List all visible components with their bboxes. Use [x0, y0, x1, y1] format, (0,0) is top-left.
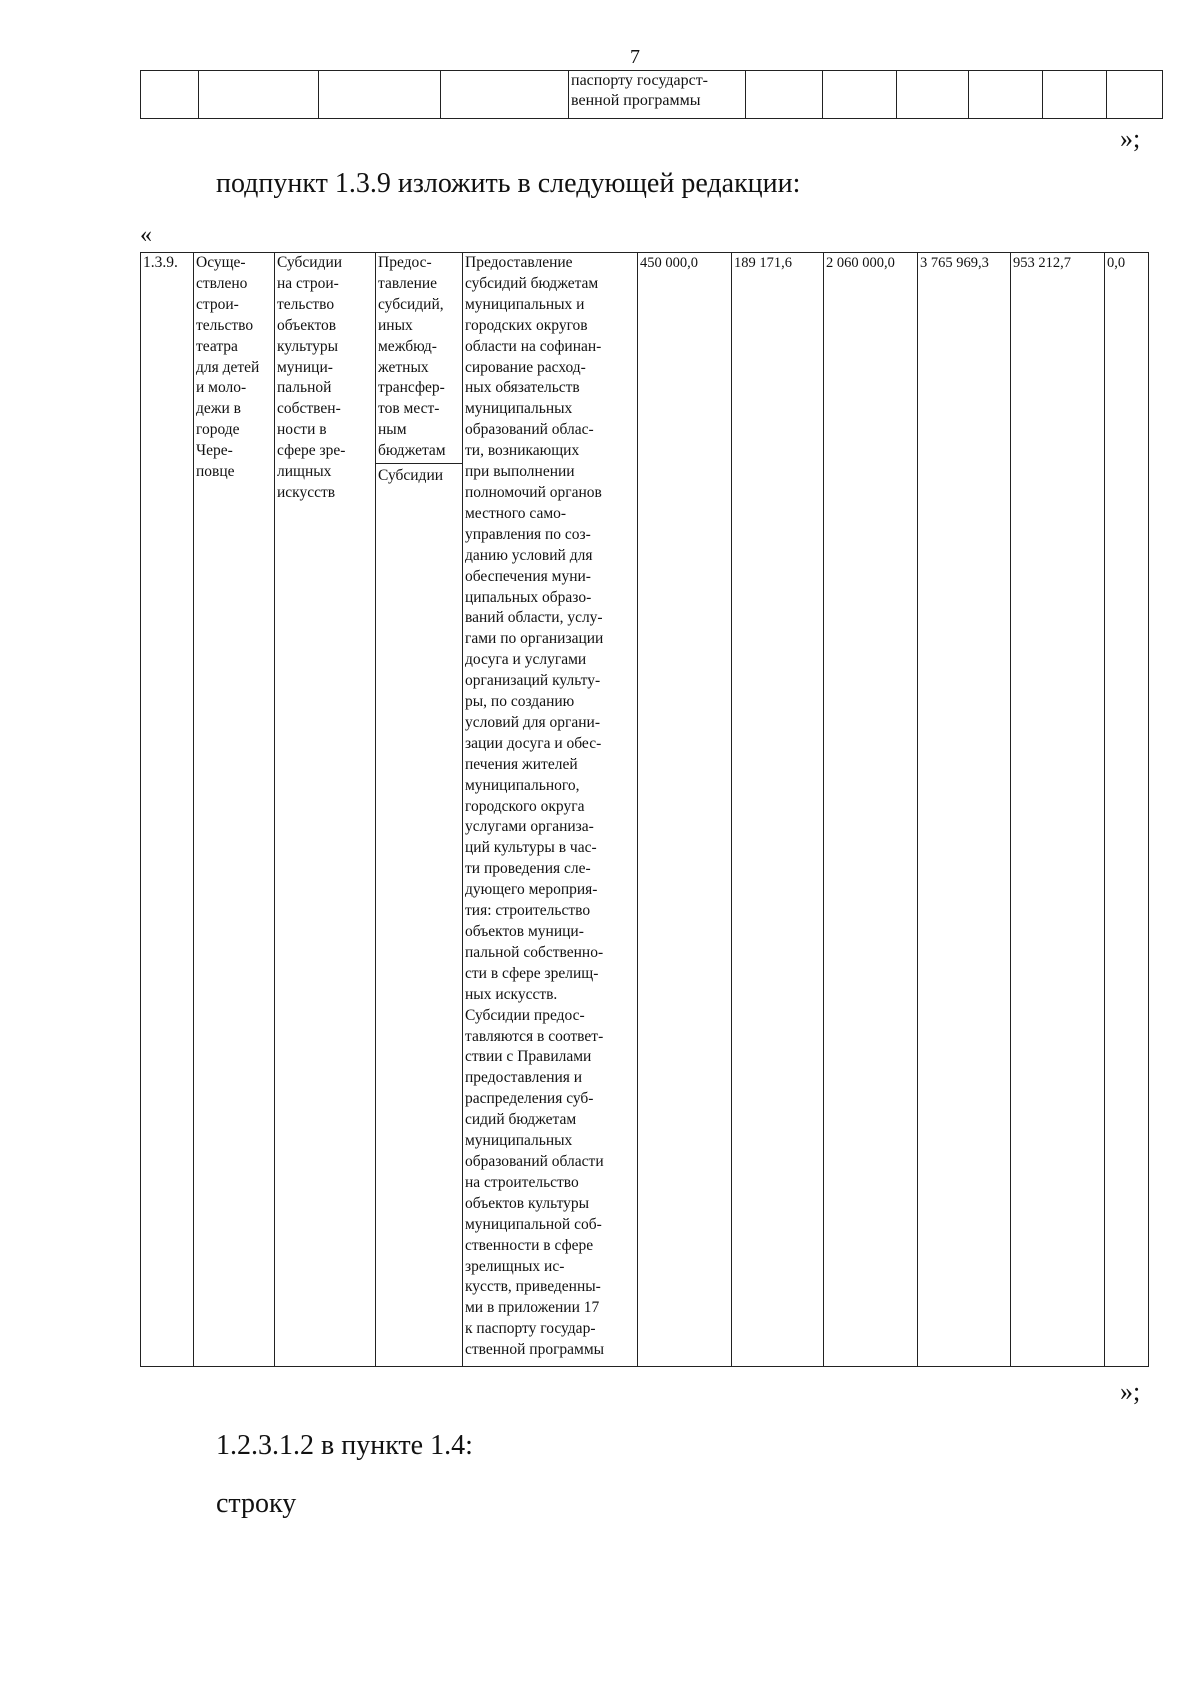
table-cell: паспорту государст- венной программы [569, 71, 746, 119]
value-cell: 953 212,7 [1011, 253, 1105, 1367]
table-cell [969, 71, 1043, 119]
amendment-heading: подпункт 1.3.9 изложить в следующей редакции: [216, 168, 801, 199]
opening-quote: « [140, 222, 152, 248]
table-cell [897, 71, 969, 119]
table-cell [746, 71, 823, 119]
section-subheading: строку [216, 1488, 297, 1519]
table-row [141, 253, 1149, 1367]
table-row [141, 71, 1163, 119]
table-cell [199, 71, 319, 119]
support-type-bottom: Субсидии [378, 467, 444, 485]
expected-result-cell: Осуще- ствлено строи- тельство театра для детей и моло- дежи в городе Чере- повце [194, 253, 275, 1367]
value-cell: 2 060 000,0 [824, 253, 918, 1367]
table-cell [141, 71, 199, 119]
measure-cell: Субсидии на строи- тельство объектов культуры муници- пальной собствен- ности в сфере зре- лищных искусств [275, 253, 376, 1367]
table-cell [319, 71, 441, 119]
closing-quote: »; [1120, 1377, 1141, 1406]
value-cell: 450 000,0 [638, 253, 732, 1367]
support-type-cell [376, 253, 463, 1367]
value-cell: 189 171,6 [732, 253, 824, 1367]
row-number: 1.3.9. [141, 253, 194, 1367]
description-cell: Предоставление субсидий бюджетам муниципальных и городских округов области на софинан- сирование расход- ных обязательств муниципальных образований облас- ти, возникающих при выполнении полномочий органов местного само- управления по соз- данию условий для обеспечения муни- ципальных образо- ваний области, услу- гами по организации досуга и услугами организаций культу- ры, по созданию условий для органи- зации досуга и обес- печения жителей муниципального, городского округа услугами организа- ций культуры в час- ти проведения сле- дующего мероприя- тия: строительство объектов муници- пальной собственно- сти в сфере зрелищ- ных искусств. Субсидии предос- тавляются в соответ- ствии с Правилами предоставления и распределения суб- сидий бюджетам муниципальных образований области на строительство объектов культуры муниципальной соб- ственности в сфере зрелищных ис- кусств, приведенны- ми в приложении 17 к паспорту государ- ственной программы [463, 253, 638, 1367]
page-number: 7 [630, 46, 640, 68]
closing-quote: »; [1120, 124, 1141, 153]
table-cell [823, 71, 897, 119]
program-table [140, 252, 1149, 1367]
section-heading: 1.2.3.1.2 в пункте 1.4: [216, 1430, 473, 1461]
table-cell [441, 71, 569, 119]
previous-table-fragment [140, 70, 1163, 119]
table-cell [1043, 71, 1107, 119]
table-cell [1107, 71, 1163, 119]
value-cell: 3 765 969,3 [918, 253, 1011, 1367]
support-type-top: Предос- тавление субсидий, иных межбюд- жетных трансфер- тов мест- ным бюджетам [376, 253, 462, 464]
value-cell: 0,0 [1105, 253, 1149, 1367]
